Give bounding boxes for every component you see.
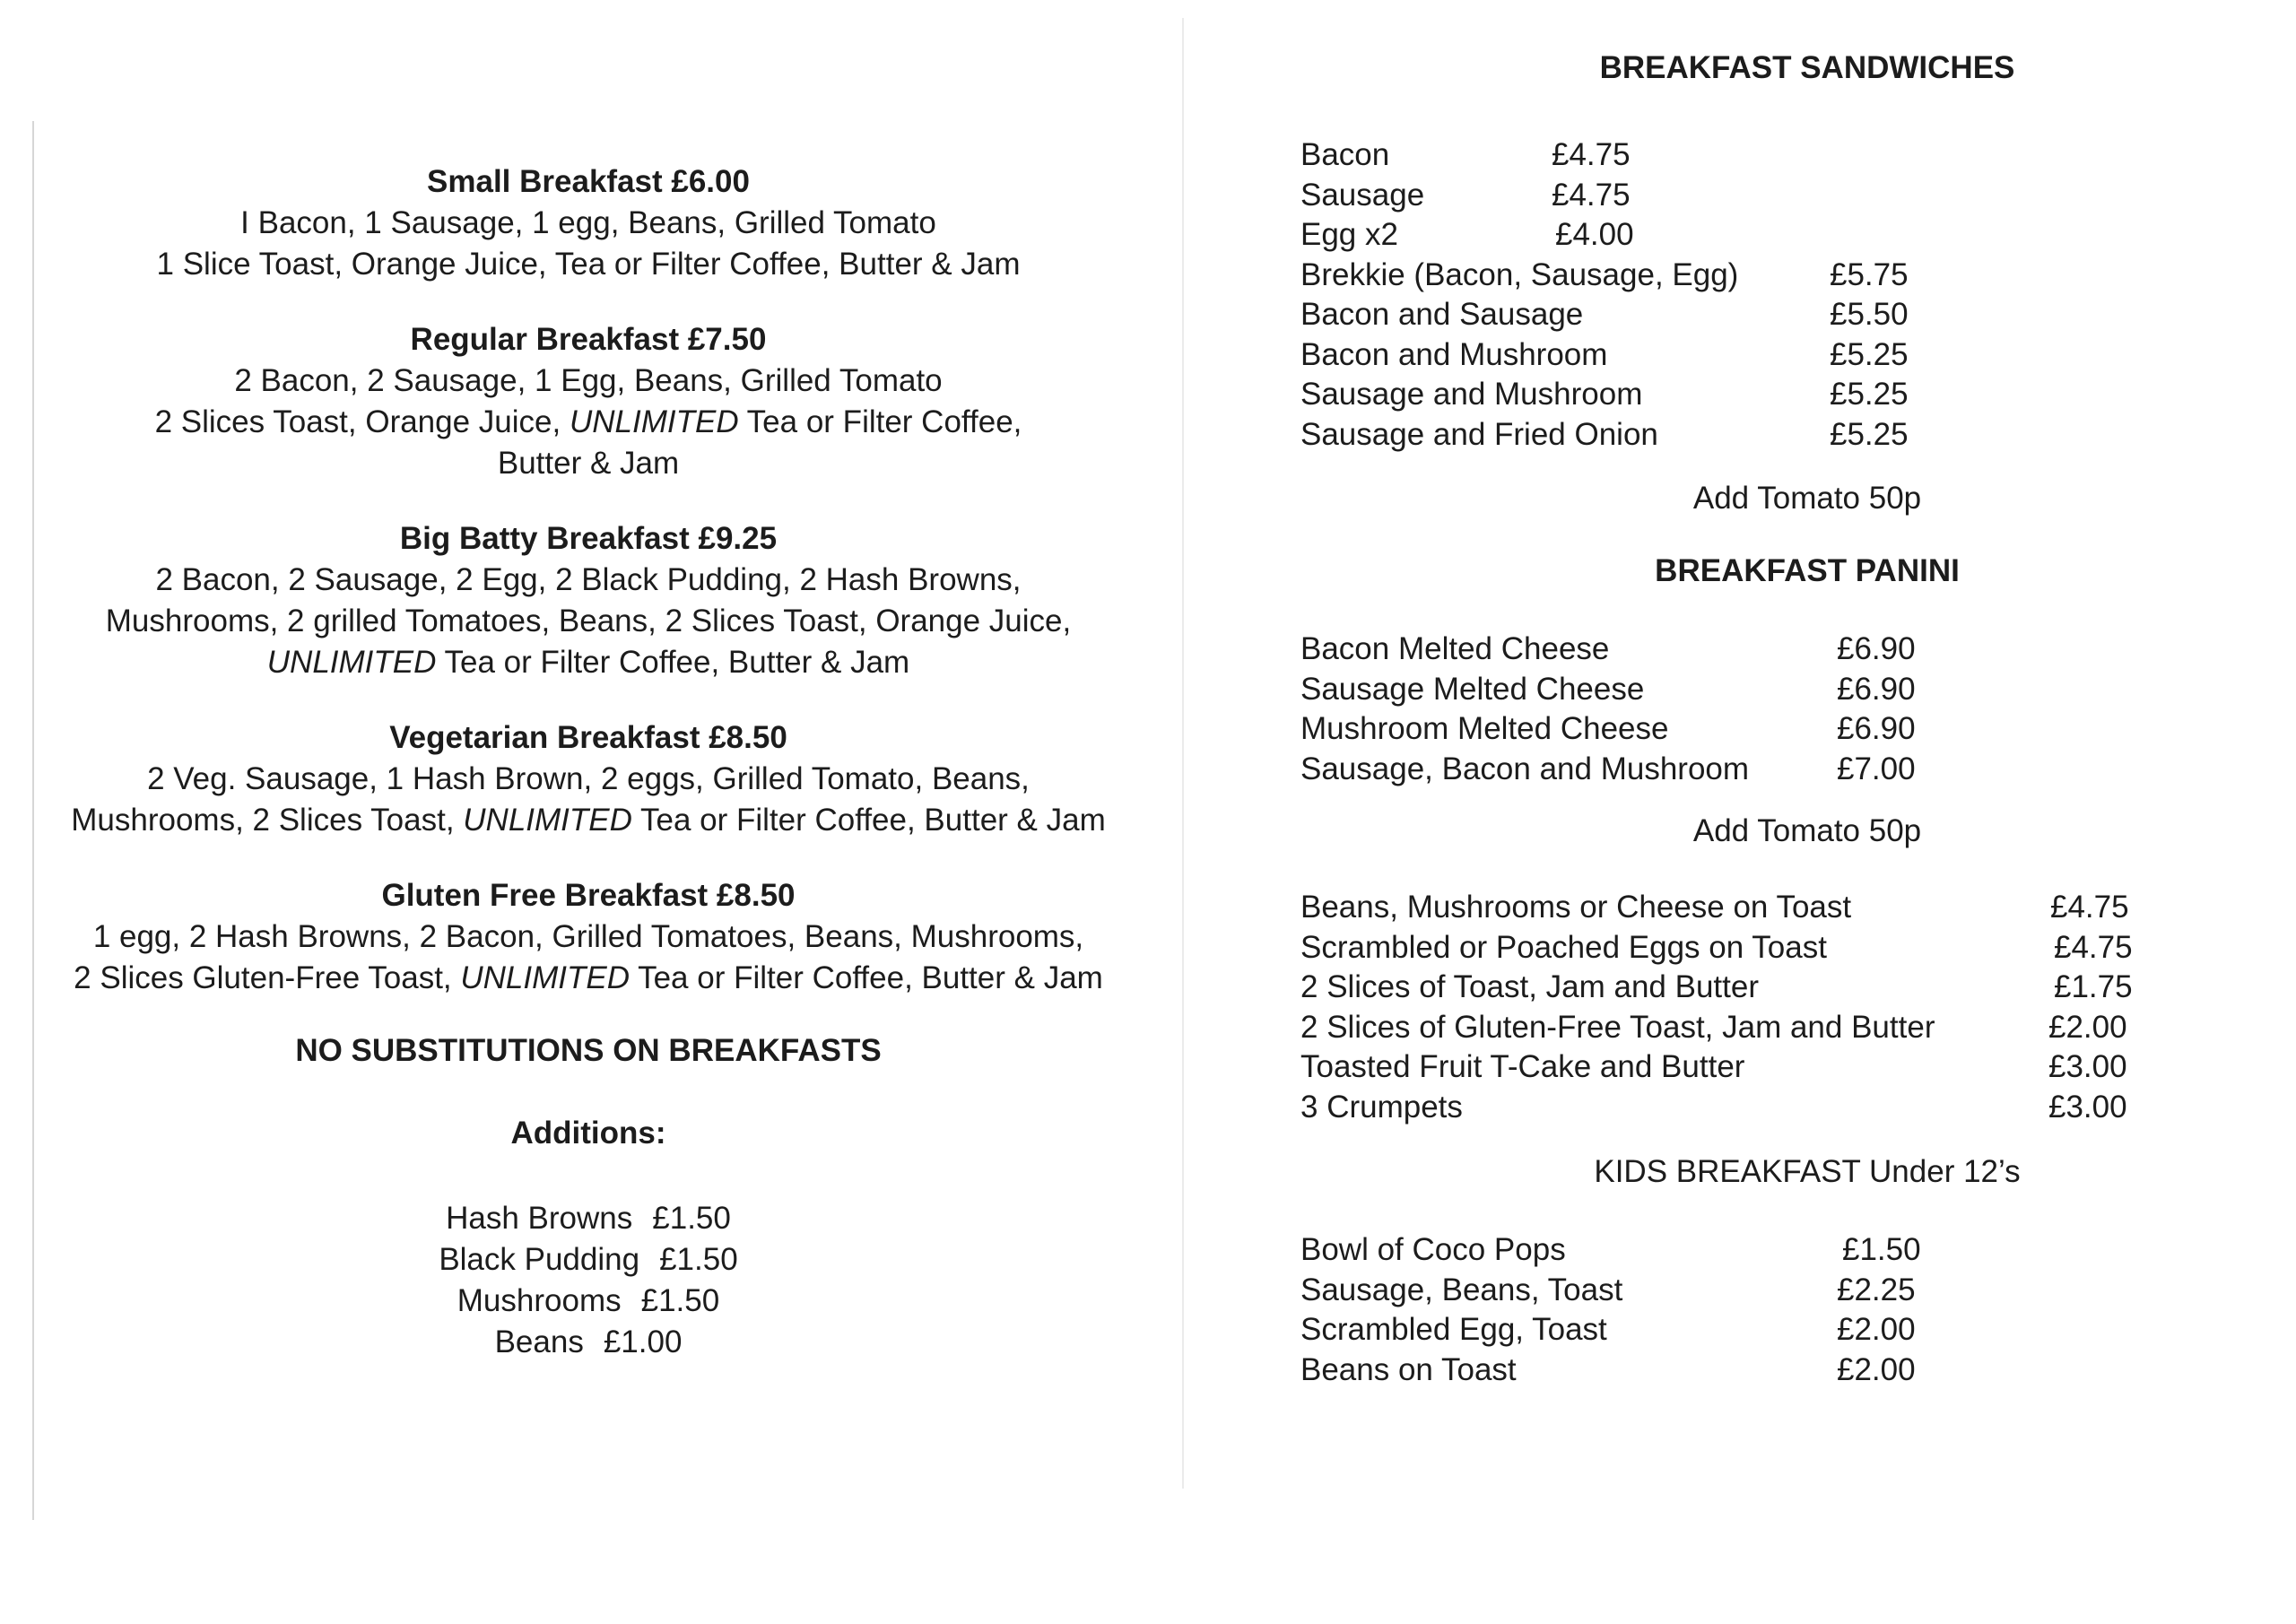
addition-price: £1.50: [659, 1242, 738, 1277]
menu-item-price: £2.00: [1837, 1351, 1916, 1387]
breakfast-item: [32, 875, 1144, 999]
breakfast-title: Small Breakfast £6.00: [427, 164, 750, 199]
breakfast-item: [32, 319, 1144, 484]
breakfast-title: Big Batty Breakfast £9.25: [399, 521, 778, 556]
breakfast-title: Vegetarian Breakfast £8.50: [389, 720, 787, 755]
menu-row: [1300, 215, 2260, 256]
menu-item-price: £3.00: [2048, 1089, 2127, 1125]
panini-list: [1300, 630, 2260, 789]
addition-row: [32, 1198, 1144, 1239]
menu-row: [1300, 888, 2260, 928]
addition-row: [32, 1281, 1144, 1322]
sandwich-add-tomato-note: Add Tomato 50p: [1692, 481, 1922, 516]
menu-item-name: Bacon and Sausage: [1300, 297, 1584, 332]
addition-name: Black Pudding: [439, 1242, 640, 1277]
menu-item-price: £6.90: [1837, 631, 1916, 666]
breakfast-description-line: 2 Veg. Sausage, 1 Hash Brown, 2 eggs, Grilled Tomato, Beans,: [147, 761, 1030, 796]
addition-name: Mushrooms: [457, 1283, 622, 1318]
menu-item-name: 2 Slices of Gluten-Free Toast, Jam and Butter: [1300, 1009, 1935, 1045]
menu-item-name: Bacon: [1300, 137, 1390, 172]
breakfast-description-line: I Bacon, 1 Sausage, 1 egg, Beans, Grilled Tomato: [240, 205, 936, 240]
menu-item-price: £4.75: [1552, 177, 1631, 213]
menu-row: [1300, 1271, 2260, 1311]
menu-item-price: £5.25: [1830, 377, 1909, 412]
menu-item-name: Sausage Melted Cheese: [1300, 671, 1645, 707]
menu-item-price: £6.90: [1837, 711, 1916, 746]
menu-item-price: £1.75: [2054, 969, 2133, 1004]
kids-list: [1300, 1230, 2260, 1390]
menu-row: [1300, 968, 2260, 1008]
menu-item-price: £2.00: [2048, 1009, 2127, 1045]
menu-item-price: £5.25: [1830, 416, 1909, 452]
menu-item-price: £5.75: [1830, 256, 1909, 292]
breakfast-description-line: Mushrooms, 2 Slices Toast, UNLIMITED Tea or Filter Coffee, Butter & Jam: [71, 803, 1106, 838]
menu-item-price: £1.50: [1842, 1232, 1921, 1267]
menu-item-price: £4.75: [2050, 890, 2129, 925]
menu-row: [1300, 1310, 2260, 1350]
menu-row: [1300, 630, 2260, 670]
addition-price: £1.00: [603, 1324, 683, 1359]
menu-row: [1300, 415, 2260, 456]
additions-list: [32, 1198, 1144, 1363]
menu-item-price: £2.00: [1837, 1312, 1916, 1347]
menu-item-name: Beans on Toast: [1300, 1351, 1517, 1387]
menu-row: [1300, 335, 2260, 376]
menu-row: [1300, 176, 2260, 216]
breakfast-description-line: 2 Bacon, 2 Sausage, 1 Egg, Beans, Grilled Tomato: [234, 363, 943, 398]
right-page: [1300, 43, 2260, 1390]
menu-item-name: Egg x2: [1300, 217, 1398, 252]
breakfast-description-line: UNLIMITED Tea or Filter Coffee, Butter & Jam: [266, 645, 910, 680]
menu-item-price: £4.75: [1552, 137, 1631, 172]
menu-item-price: £2.25: [1837, 1272, 1916, 1307]
menu-item-price: £3.00: [2048, 1049, 2127, 1084]
menu-row: [1300, 295, 2260, 335]
menu-row: [1300, 1230, 2260, 1271]
menu-row: [1300, 1350, 2260, 1391]
menu-item-name: Beans, Mushrooms or Cheese on Toast: [1300, 890, 1852, 925]
breakfast-item: [32, 518, 1144, 683]
addition-price: £1.50: [652, 1201, 731, 1236]
menu-item-price: £7.00: [1837, 751, 1916, 786]
menu-item-name: 3 Crumpets: [1300, 1089, 1463, 1125]
breakfast-description-line: 1 Slice Toast, Orange Juice, Tea or Filter Coffee, Butter & Jam: [156, 247, 1021, 282]
addition-name: Beans: [494, 1324, 584, 1359]
menu-row: [1300, 256, 2260, 296]
menu-item-name: Scrambled Egg, Toast: [1300, 1312, 1607, 1347]
menu-row: [1300, 670, 2260, 710]
menu-item-name: Sausage: [1300, 177, 1425, 213]
menu-item-name: Brekkie (Bacon, Sausage, Egg): [1300, 256, 1739, 292]
addition-row: [32, 1322, 1144, 1363]
menu-item-name: Sausage, Bacon and Mushroom: [1300, 751, 1750, 786]
breakfast-description-line: 1 egg, 2 Hash Browns, 2 Bacon, Grilled Tomatoes, Beans, Mushrooms,: [92, 919, 1084, 954]
breakfast-title: Gluten Free Breakfast £8.50: [381, 878, 796, 913]
breakfast-description-line: 2 Slices Toast, Orange Juice, UNLIMITED Tea or Filter Coffee,: [154, 404, 1022, 439]
menu-row: [1300, 375, 2260, 415]
addition-price: £1.50: [640, 1283, 720, 1318]
menu-item-name: Sausage and Mushroom: [1300, 377, 1643, 412]
breakfast-item: [32, 161, 1144, 285]
no-substitutions-notice: NO SUBSTITUTIONS ON BREAKFASTS: [295, 1033, 882, 1068]
left-page: [32, 161, 1144, 1363]
menu-item-name: 2 Slices of Toast, Jam and Butter: [1300, 969, 1760, 1004]
menu-item-price: £5.25: [1830, 336, 1909, 372]
panini-add-tomato-note: Add Tomato 50p: [1692, 813, 1922, 848]
menu-item-name: Bacon and Mushroom: [1300, 336, 1608, 372]
menu-item-price: £4.75: [2054, 929, 2133, 965]
addition-name: Hash Browns: [446, 1201, 633, 1236]
menu-item-price: £5.50: [1830, 297, 1909, 332]
breakfast-description-line: Mushrooms, 2 grilled Tomatoes, Beans, 2 Slices Toast, Orange Juice,: [105, 604, 1072, 638]
menu-item-price: £6.90: [1837, 671, 1916, 707]
menu-item-name: Mushroom Melted Cheese: [1300, 711, 1669, 746]
menu-row: [1300, 135, 2260, 176]
breakfast-description-line: 2 Slices Gluten-Free Toast, UNLIMITED Tea or Filter Coffee, Butter & Jam: [74, 960, 1103, 995]
toast-list: [1300, 888, 2260, 1127]
breakfast-description-line: Butter & Jam: [497, 446, 680, 481]
menu-item-name: Toasted Fruit T-Cake and Butter: [1300, 1049, 1745, 1084]
panini-title: BREAKFAST PANINI: [1655, 553, 1960, 588]
menu-item-price: £4.00: [1555, 217, 1634, 252]
breakfast-description-line: 2 Bacon, 2 Sausage, 2 Egg, 2 Black Pudding, 2 Hash Browns,: [155, 562, 1022, 597]
menu-row: [1300, 709, 2260, 750]
scan-edge-center: [1182, 18, 1184, 1489]
menu-row: [1300, 928, 2260, 968]
menu-row: [1300, 1008, 2260, 1048]
additions-title: Additions:: [510, 1116, 666, 1151]
menu-item-name: Sausage and Fried Onion: [1300, 416, 1658, 452]
sandwiches-title: BREAKFAST SANDWICHES: [1599, 50, 2015, 85]
kids-breakfast-title: KIDS BREAKFAST Under 12’s: [1594, 1154, 2021, 1189]
addition-row: [32, 1239, 1144, 1281]
menu-row: [1300, 1088, 2260, 1128]
menu-item-name: Bacon Melted Cheese: [1300, 631, 1610, 666]
menu-item-name: Sausage, Beans, Toast: [1300, 1272, 1623, 1307]
menu-row: [1300, 1047, 2260, 1088]
menu-row: [1300, 750, 2260, 790]
breakfast-title: Regular Breakfast £7.50: [410, 322, 767, 357]
breakfast-item: [32, 717, 1144, 841]
breakfast-list: [32, 161, 1144, 999]
menu-item-name: Scrambled or Poached Eggs on Toast: [1300, 929, 1827, 965]
menu-item-name: Bowl of Coco Pops: [1300, 1232, 1566, 1267]
sandwich-list: [1300, 135, 2260, 455]
